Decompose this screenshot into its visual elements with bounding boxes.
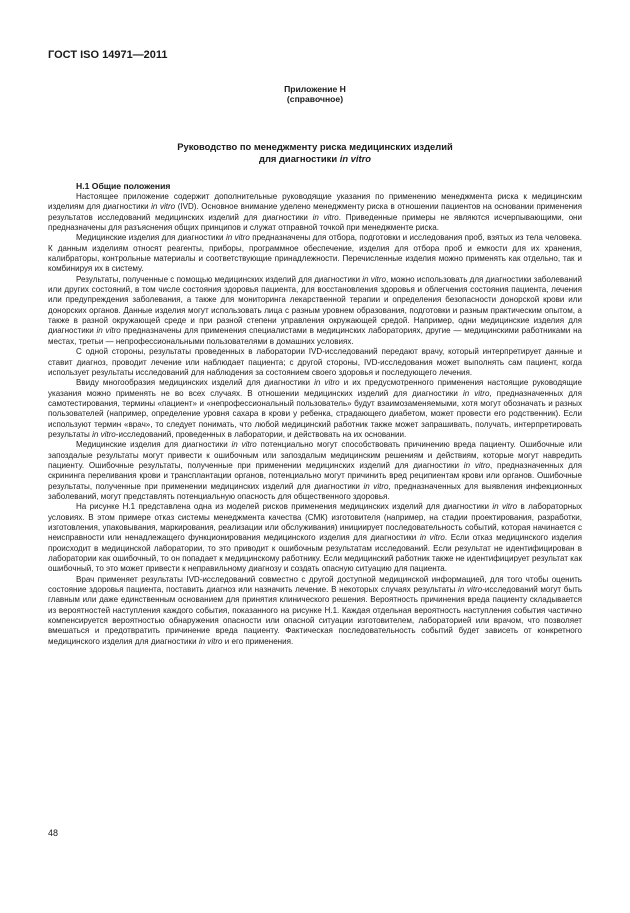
body-text [48,192,582,647]
paragraph: Настоящее приложение содержит дополнительные руководящие указания по применению менеджмента риска к медицинским изделиям для диагностики in vitro (IVD). Основное внимание уделено менеджменту риска в отношении пациентов на основании применения результатов исследований медицинских изделий для диагностики in vitro. Приведенные примеры не являются исчерпывающими, они предназначены для разъяснения общих принципов и служат отправной точкой при менеджменте риска. [48,192,582,233]
paragraph: Медицинские изделия для диагностики in vitro потенциально могут способствовать причинению вреда пациенту. Ошибочные или запоздалые результаты могут привести к ошибочным или запоздалым медицинским решениям и действиям, которые могут навредить пациенту. Ошибочные результаты, полученные при применении медицинских изделий для диагностики in vitro, предназначенных для скрининга переливания крови и трансплантации органов, потенциально могут причинить вред реципиентам крови или органов. Ошибочные результаты, полученные при применении медицинских изделий для диагностики in vitro, предназначенных для выявления инфекционных заболеваний, могут представлять потенциальную опасность для общественного здоровья. [48,440,583,501]
paragraph: Результаты, полученные с помощью медицинских изделий для диагностики in vitro, можно использовать для диагностики заболеваний или других состояний, в том числе состояния здоровья пациента, для восстановления здоровья и облегчения состояния пациента, лечения или предупреждения заболевания, а также для мониторинга лекарственной терапии и определения безопасности донорской крови или донорских органов. Данные изделия могут использовать лица с разным уровнем образования, подготовки и разным практическим опытом, а также в разной окружающей среде и при разной степени управления окружающей средой. Например, одни медицинские изделия для диагностики in vitro предназначены для применения специалистами в медицинских лабораториях, другие — медицинскими работниками на местах, третьи — непрофессиональными пользователями в домашних условиях. [48,274,582,346]
annex-title: Приложение Н [284,84,346,94]
paragraph: С одной стороны, результаты проведенных в лаборатории IVD-исследований передают врачу, который интерпретирует данные и ставит диагноз, проводит лечение или наблюдает пациента; с другой стороны, IVD-исследования может выполнять сам пациент, когда использует результаты исследований для наблюдения за состоянием своего здоровья и последующего лечения. [48,347,582,377]
paragraph: Ввиду многообразия медицинских изделий для диагностики in vitro и их предусмотренного применения настоящие руководящие указания можно применять не во всех случаях. В отношении медицинских изделий для диагностики in vitro, предназначенных для самотестирования, термины «пациент» и «непрофессиональный пользователь» будут взаимозаменяемыми, хотя могут обозначать и разных пользователей (например, определение уровня сахара в крови у ребенка, страдающего диабетом, может провести его родственник). Если используют термин «врач», то следует понимать, что любой медицинский работник также может запрашивать, получать, интерпретировать результаты in vitro-исследований, проведенных в лаборатории, и действовать на их основании. [48,378,582,439]
paragraph: Медицинские изделия для диагностики in vitro предназначены для отбора, подготовки и исследования проб, взятых из тела человека. К данным изделиям относят реагенты, приборы, программное обеспечение, изделия для отбора проб и емкости для их хранения, калибраторы, контрольные материалы и соответствующие принадлежности. Перечисленные изделия можно применять как отдельно, так и комбинируя их в систему. [48,233,582,274]
standard-header: ГОСТ ISO 14971—2011 [48,49,168,61]
document-title: Руководство по менеджменту риска медицинских изделий [177,141,453,152]
section-heading: Н.1 Общие положения [76,181,171,191]
paragraph: Врач применяет результаты IVD-исследований совместно с другой доступной медицинской информацией, для того чтобы оценить состояние здоровья пациента, поставить диагноз или назначить лечение. В некоторых случаях результаты in vitro-исследований могут быть главным или даже единственным основанием для принятия клинического решения. Вероятность причинения вреда пациенту складывается из вероятностей наступления каждого события, показанного на рисунке Н.1. Каждая отдельная вероятность наступления события частично компенсируется вероятностью обнаружения опасности или опасной ситуации изготовителем, лабораторией или врачом, что позволяет вмешаться и предотвратить причинение вреда пациенту. Фактическая последовательность событий будет зависеть от конкретного медицинского изделия для диагностики in vitro и его применения. [48,574,583,646]
annex-type: (справочное) [286,94,344,104]
page-number: 48 [48,828,59,838]
document-title-line2: для диагностики in vitro [259,153,371,164]
paragraph: На рисунке Н.1 представлена одна из моделей рисков применения медицинских изделий для диагностики in vitro в лабораторных условиях. В этом примере отказ системы менеджмента качества (СМК) изготовителя (например, на стадии проектирования, разработки, изготовления, упаковывания, маркирования, реализации или обслуживания) инициирует последовательность событий, которая начинается с неисправности или ненадлежащего функционирования медицинского изделия для диагностики in vitro. Если отказ медицинского изделия происходит в медицинской лаборатории, то это приводит к ошибочным результатам исследований. Если результат не идентифицирован в лаборатории как ошибочный, то он попадает к медицинскому работнику. Если медицинский работник также не идентифицирует результат как ошибочный, то это может привести к неправильному диагнозу и создать опасную ситуацию для пациента. [48,502,583,574]
